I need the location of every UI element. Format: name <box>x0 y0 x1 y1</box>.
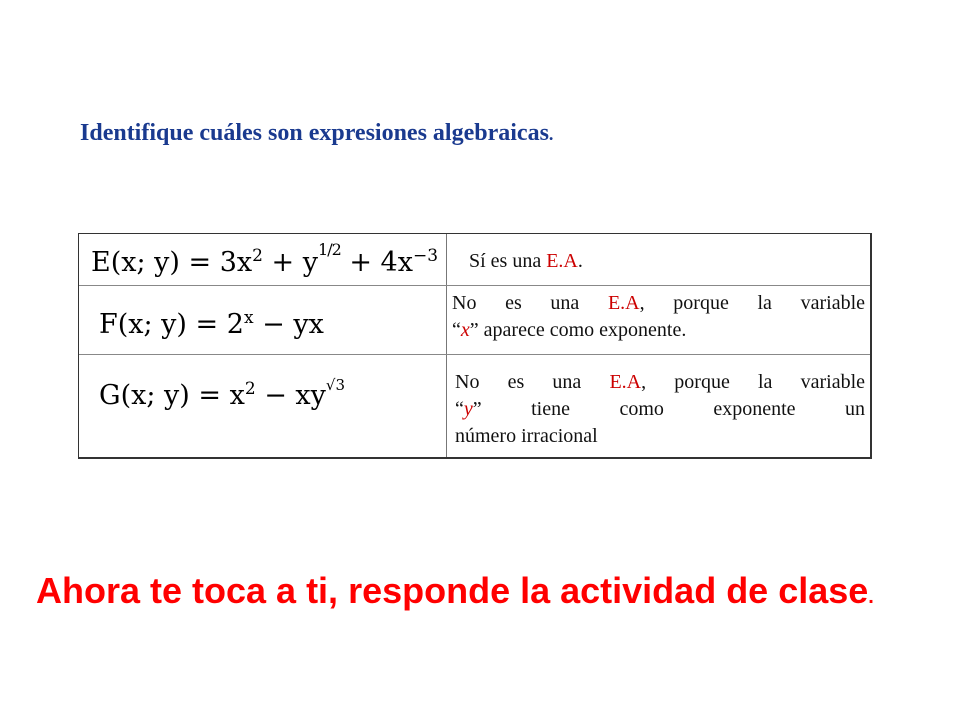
expression-f: F(x; $y) = 2^x$ − yx <box>99 308 324 340</box>
answer-e: Sí es una E.A. <box>469 250 583 272</box>
call-to-action: Ahora te toca a ti, responde la actividad de clase. <box>36 570 874 611</box>
expression-g: G(x; $y) = x^2 - xy√3$ <box>99 376 346 411</box>
row-divider <box>79 285 870 286</box>
page-title: Identifique cuáles son expresiones algebraicas. <box>80 120 554 146</box>
column-divider <box>446 234 447 457</box>
row-divider <box>79 354 870 355</box>
answer-f: No es una E.A, porque la variable “x” aparece como exponente. <box>452 292 866 341</box>
answer-g: No es una E.A, porque la variable “y” tiene como exponente un número irracional <box>455 371 866 447</box>
expressions-table <box>78 233 872 459</box>
expression-e: E(x; $y) = 3x^2 + y1/2 + 4x^{-3}$ <box>91 240 439 278</box>
